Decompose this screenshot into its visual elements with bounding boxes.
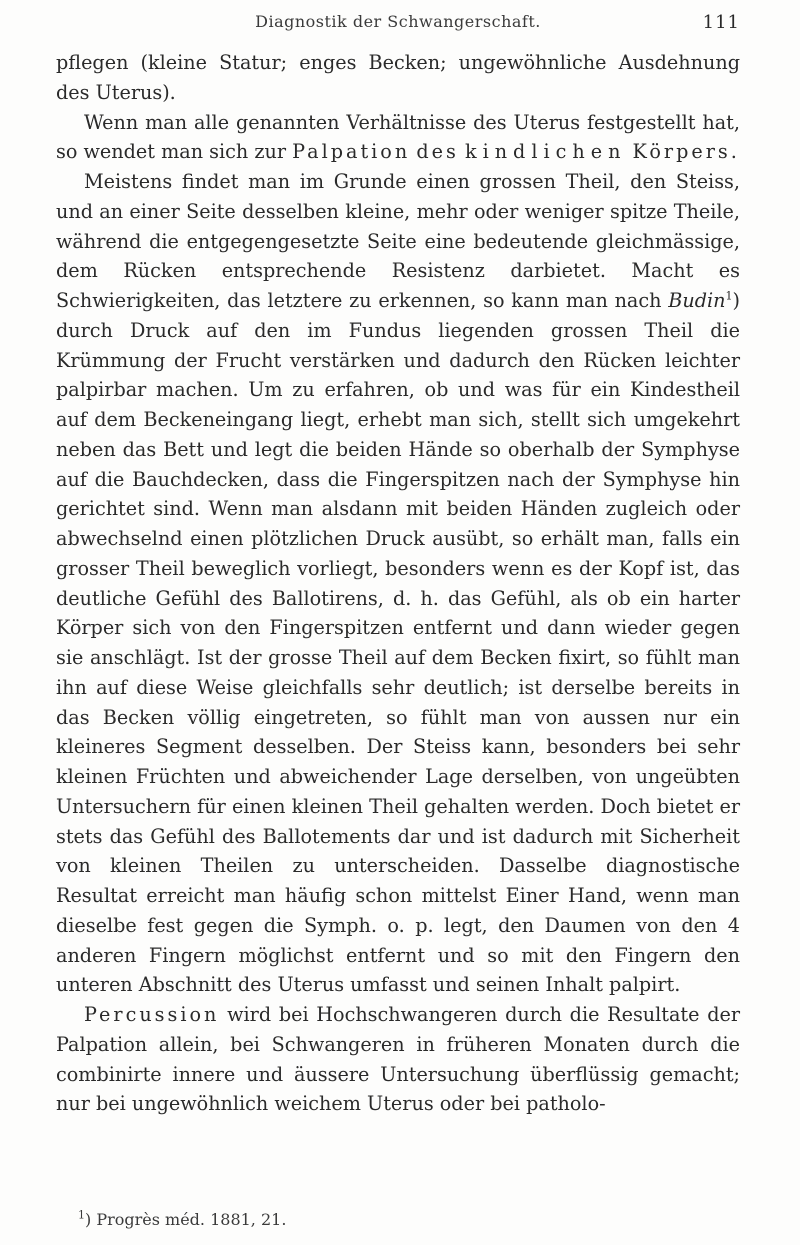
author-budin: Budin [668,289,726,312]
paragraph-1-text: pflegen (kleine Statur; enges Becken; ungewöhnliche Ausdehnung des Uterus). [56,51,740,104]
term-percussion: Percussion [84,1003,220,1026]
page-header [56,12,740,40]
term-des: des [416,140,459,164]
paragraph-4 [56,1000,740,1119]
term-koerpers: Körpers. [632,140,740,164]
paragraph-4-text: wird bei Hochschwangeren durch die Resultate der Palpation allein, bei Schwangeren in früheren Monaten durch die combinirte innere und äussere Untersuchung überflüssig gemacht; nur bei ungewöhnlich weichem Uterus oder bei patholo- [56,1003,740,1116]
paragraph-2-text: Wenn man alle genannten Verhältnisse des Uterus festgestellt hat, so wendet man sich zur [56,110,740,164]
body-text [56,48,740,1119]
footnote-reference: 1 [725,289,733,303]
paragraph-3: Meistens findet man im Grunde einen grossen Theil, den Steiss, und an einer Seite desselben kleine, mehr oder weniger spitze Theile, während die entgegengesetzte Seite eine bedeutende gleichmässige, dem Rücken entsprechende Resistenz darbietet. Macht es Schwierigkeiten, das letztere zu erkennen, so kann man nach Budin$^1$) durch Druck auf den im Fundus liegenden grossen Theil die Krümmung der Frucht verstärken und dadurch den Rücken leichter palpirbar machen. Um zu erfahren, ob und was für ein Kindestheil auf dem Beckeneingang liegt, erhebt man sich, stellt sich umgekehrt neben das Bett und legt die beiden Hände so oberhalb der Symphyse auf die Bauchdecken, dass die Fingerspitzen nach der Symphyse hin gerichtet sind. Wenn man alsdann mit beiden Händen zugleich oder abwechselnd einen plötzlichen Druck ausübt, so erhält man, falls ein grosser Theil beweglich vorliegt, besonders wenn es der Kopf ist, das deutliche Gefühl des Ballotirens, d. h. das Gefühl, als ob ein harter Körper sich von den Fingerspitzen entfernt und dann wieder gegen sie anschlägt. Ist der grosse Theil auf dem Becken fixirt, so fühlt man ihn auf diese Weise gleichfalls sehr deutlich; ist derselbe bereits in das Becken völlig eingetreten, so fühlt man von aussen nur ein kleineres Segment desselben. Der Steiss kann, besonders bei sehr kleinen Früchten und abweichender Lage derselben, von ungeübten Untersuchern für einen kleinen Theil gehalten werden. Doch bietet er stets das Gefühl des Ballotements dar und ist dadurch mit Sicherheit von kleinen Theilen zu unterscheiden. Dasselbe diagnostische Resultat erreicht man häufig schon mittelst Einer Hand, wenn man dieselbe fest gegen die Symph. o. p. legt, den Daumen von den 4 anderen Fingern möglichst entfernt und so mit den Fingern den unteren Abschnitt des Uterus umfasst und seinen Inhalt palpirt. [56,170,740,997]
paragraph-3-text-b: durch Druck auf den im Fundus liegenden grossen Theil die Krümmung der Frucht verstärken und dadurch den Rücken leichter palpirbar machen. Um zu erfahren, ob und was für ein Kindestheil auf dem Beckeneingang liegt, erhebt man sich, stellt sich umgekehrt neben das Bett und legt die beiden Hände so oberhalb der Symphyse auf die Bauchdecken, dass die Fingerspitzen nach der Symphyse hin gerichtet sind. Wenn man alsdann mit beiden Händen zugleich oder abwechselnd einen plötzlichen Druck ausübt, so erhält man, falls ein grosser Theil beweglich vorliegt, besonders wenn es der Kopf ist, das deutliche Gefühl des Ballotirens, d. h. das Gefühl, als ob ein harter Körper sich von den Fingerspitzen entfernt und dann wieder gegen sie anschlägt. Ist der grosse Theil auf dem Becken fixirt, so fühlt man ihn auf diese Weise gleichfalls sehr deutlich; ist derselbe bereits in das Becken völlig eingetreten, so fühlt man von aussen nur ein kleineres Segment desselben. Der Steiss kann, besonders bei sehr kleinen Früchten und abweichender Lage derselben, von ungeübten Untersuchern für einen kleinen Theil gehalten werden. Doch bietet er stets das Gefühl des Ballotements dar und ist dadurch mit Sicherheit von kleinen Theilen zu unterscheiden. Dasselbe diagnostische Resultat erreicht man häufig schon mittelst Einer Hand, wenn man dieselbe fest gegen die Symph. o. p. legt, den Daumen von den 4 anderen Fingern möglichst entfernt und so mit den Fingern den unteren Abschnitt des Uterus umfasst und seinen Inhalt palpirt. [56,318,740,997]
paragraph-1 [56,48,740,108]
paragraph-2 [56,108,740,168]
footnote-text: Progrès méd. 1881, 21. [96,1210,287,1229]
paragraph-3-text-a: Meistens findet man im Grunde einen grossen Theil, den Steiss, und an einer Seite desselben kleine, mehr oder weniger spitze Theile, während die entgegengesetzte Seite eine bedeutende gleichmässige, dem Rücken entsprechende Resistenz darbietet. Macht es Schwierigkeiten, das letztere zu erkennen, so kann man nach [56,170,740,312]
term-palpation: Palpation [292,140,411,164]
page-number: 111 [702,12,740,33]
running-title: Diagnostik der Schwangerschaft. [255,12,541,31]
footnote: $^1$) Progrès méd. 1881, 21. [78,1208,287,1229]
term-kindlichen: kindlichen [464,140,627,164]
footnote-marker: 1 [78,1208,85,1222]
